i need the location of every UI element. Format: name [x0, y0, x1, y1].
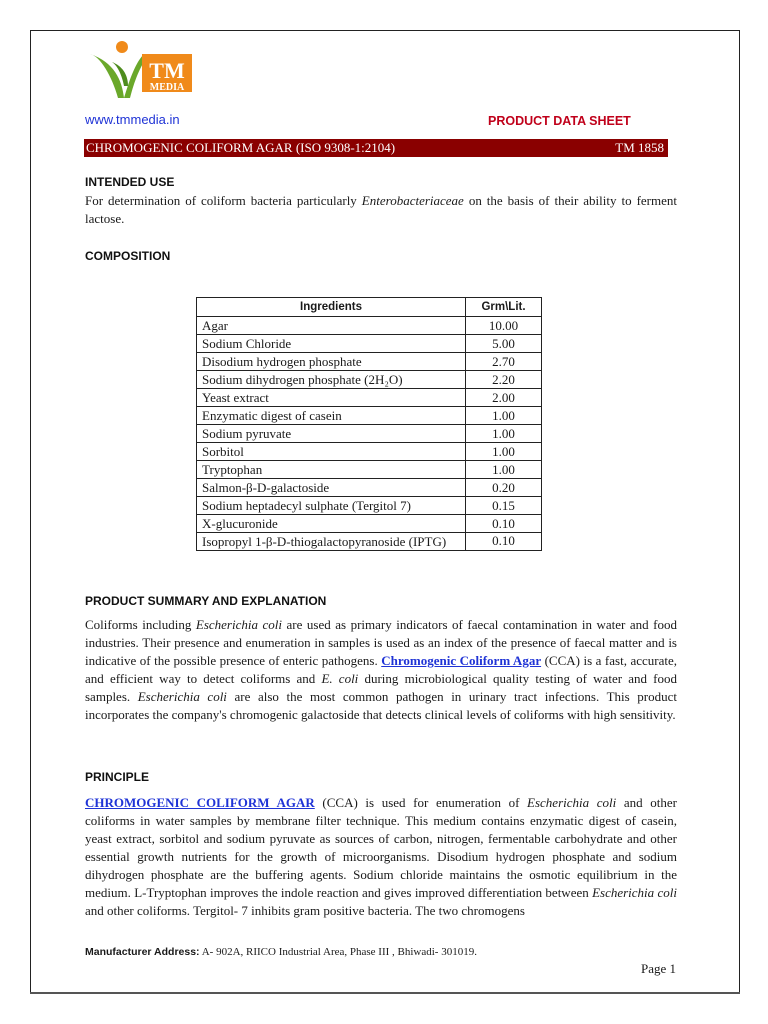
website-link[interactable]: www.tmmedia.in — [85, 112, 180, 127]
table-row — [197, 443, 542, 461]
composition-heading: COMPOSITION — [85, 249, 171, 263]
table-row — [197, 371, 542, 389]
ingredient-cell: Sodium pyruvate — [197, 425, 466, 443]
ingredient-cell: Sodium dihydrogen phosphate (2H₂O) — [197, 371, 466, 389]
address-label: Manufacturer Address: — [85, 946, 200, 958]
tm-media-logo — [84, 40, 196, 102]
ingredient-cell: Tryptophan — [197, 461, 466, 479]
table-row — [197, 353, 542, 371]
product-title-banner — [84, 139, 668, 157]
table-row — [197, 479, 542, 497]
table-row — [197, 407, 542, 425]
principle-agar-link[interactable]: CHROMOGENIC COLIFORM AGAR — [85, 795, 315, 810]
ingredient-cell: Disodium hydrogen phosphate — [197, 353, 466, 371]
ingredient-cell: Agar — [197, 317, 466, 335]
amount-cell: 5.00 — [466, 335, 542, 353]
table-row — [197, 497, 542, 515]
bottom-rule — [30, 992, 740, 994]
col-amount: Grm\Lit. — [466, 298, 542, 317]
ingredient-cell: Sodium Chloride — [197, 335, 466, 353]
amount-cell: 0.20 — [466, 479, 542, 497]
ingredient-cell: Sodium heptadecyl sulphate (Tergitol 7) — [197, 497, 466, 515]
logo-text: TM — [149, 58, 185, 83]
amount-cell: 2.20 — [466, 371, 542, 389]
amount-cell: 1.00 — [466, 461, 542, 479]
sheet-label: PRODUCT DATA SHEET — [488, 114, 631, 128]
table-row — [197, 389, 542, 407]
amount-cell: 2.00 — [466, 389, 542, 407]
amount-cell: 1.00 — [466, 425, 542, 443]
summary-text: Coliforms including Escherichia coli are used as primary indicators of faecal contamination in water and food industries. Their presence and enumeration in samples is used as an index of the presence of faecal matter and is indicative of the possible presence of enteric pathogens. Chromogenic Coliform Agar (CCA) is a fast, accurate, and efficient way to detect coliforms and E. coli during microbiological quality testing of water and food samples. Escherichia coli are also the most common pathogen in urinary tract infections. This product incorporates the company's chromogenic galactoside that detects clinical levels of coliforms with high sensitivity. — [85, 617, 677, 722]
principle-text: CHROMOGENIC COLIFORM AGAR (CCA) is used for enumeration of Escherichia coli and other coliforms in water samples by membrane filter technique. This medium contains enzymatic digest of casein, yeast extract, sorbitol and sodium pyruvate as sources of carbon, nitrogen, fermentable carbohydrate and other essential growth nutrients for the growth of microorganisms. Disodium hydrogen phosphate and sodium dihydrogen phosphate are the buffering agents. Sodium chloride maintains the osmotic equilibrium in the medium. L-Tryptophan improves the indole reaction and gives improved differentiation between Escherichia coli and other coliforms. Tergitol- 7 inhibits gram positive bacteria. The two chromogens — [85, 795, 677, 918]
ingredient-cell: Enzymatic digest of casein — [197, 407, 466, 425]
ingredient-cell: Sorbitol — [197, 443, 466, 461]
ingredient-cell: Salmon-β-D-galactoside — [197, 479, 466, 497]
amount-cell: 0.15 — [466, 497, 542, 515]
manufacturer-address — [85, 946, 477, 958]
ingredient-cell: X-glucuronide — [197, 515, 466, 533]
amount-cell: 2.70 — [466, 353, 542, 371]
table-row — [197, 335, 542, 353]
ingredient-cell: Yeast extract — [197, 389, 466, 407]
amount-cell: 0.10 — [466, 533, 542, 551]
product-title: CHROMOGENIC COLIFORM AGAR (ISO 9308-1:2104) — [86, 140, 396, 155]
product-code: TM 1858 — [615, 140, 664, 155]
amount-cell: 0.10 — [466, 515, 542, 533]
principle-heading: PRINCIPLE — [85, 770, 150, 784]
amount-cell: 10.00 — [466, 317, 542, 335]
amount-cell: 1.00 — [466, 407, 542, 425]
page-number: Page 1 — [641, 961, 677, 976]
col-ingredients: Ingredients — [197, 298, 466, 317]
summary-heading: PRODUCT SUMMARY AND EXPLANATION — [85, 594, 327, 608]
intended-use-heading: INTENDED USE — [85, 175, 175, 189]
address-text: A- 902A, RIICO Industrial Area, Phase III , Bhiwadi- 301019. — [199, 946, 477, 958]
amount-cell: 1.00 — [466, 443, 542, 461]
composition-table — [196, 297, 542, 551]
table-row — [197, 317, 542, 335]
ingredient-cell: Isopropyl 1-β-D-thiogalactopyranoside (IPTG) — [197, 533, 466, 551]
logo-subtext: MEDIA — [149, 82, 185, 93]
table-row — [197, 515, 542, 533]
chromogenic-coliform-agar-link[interactable]: Chromogenic Coliform Agar — [381, 653, 542, 668]
table-row — [197, 533, 542, 551]
table-row — [197, 461, 542, 479]
table-row — [197, 425, 542, 443]
intended-use-text: For determination of coliform bacteria particularly Enterobacteriaceae on the basis of their ability to ferment lactose. — [85, 193, 677, 226]
